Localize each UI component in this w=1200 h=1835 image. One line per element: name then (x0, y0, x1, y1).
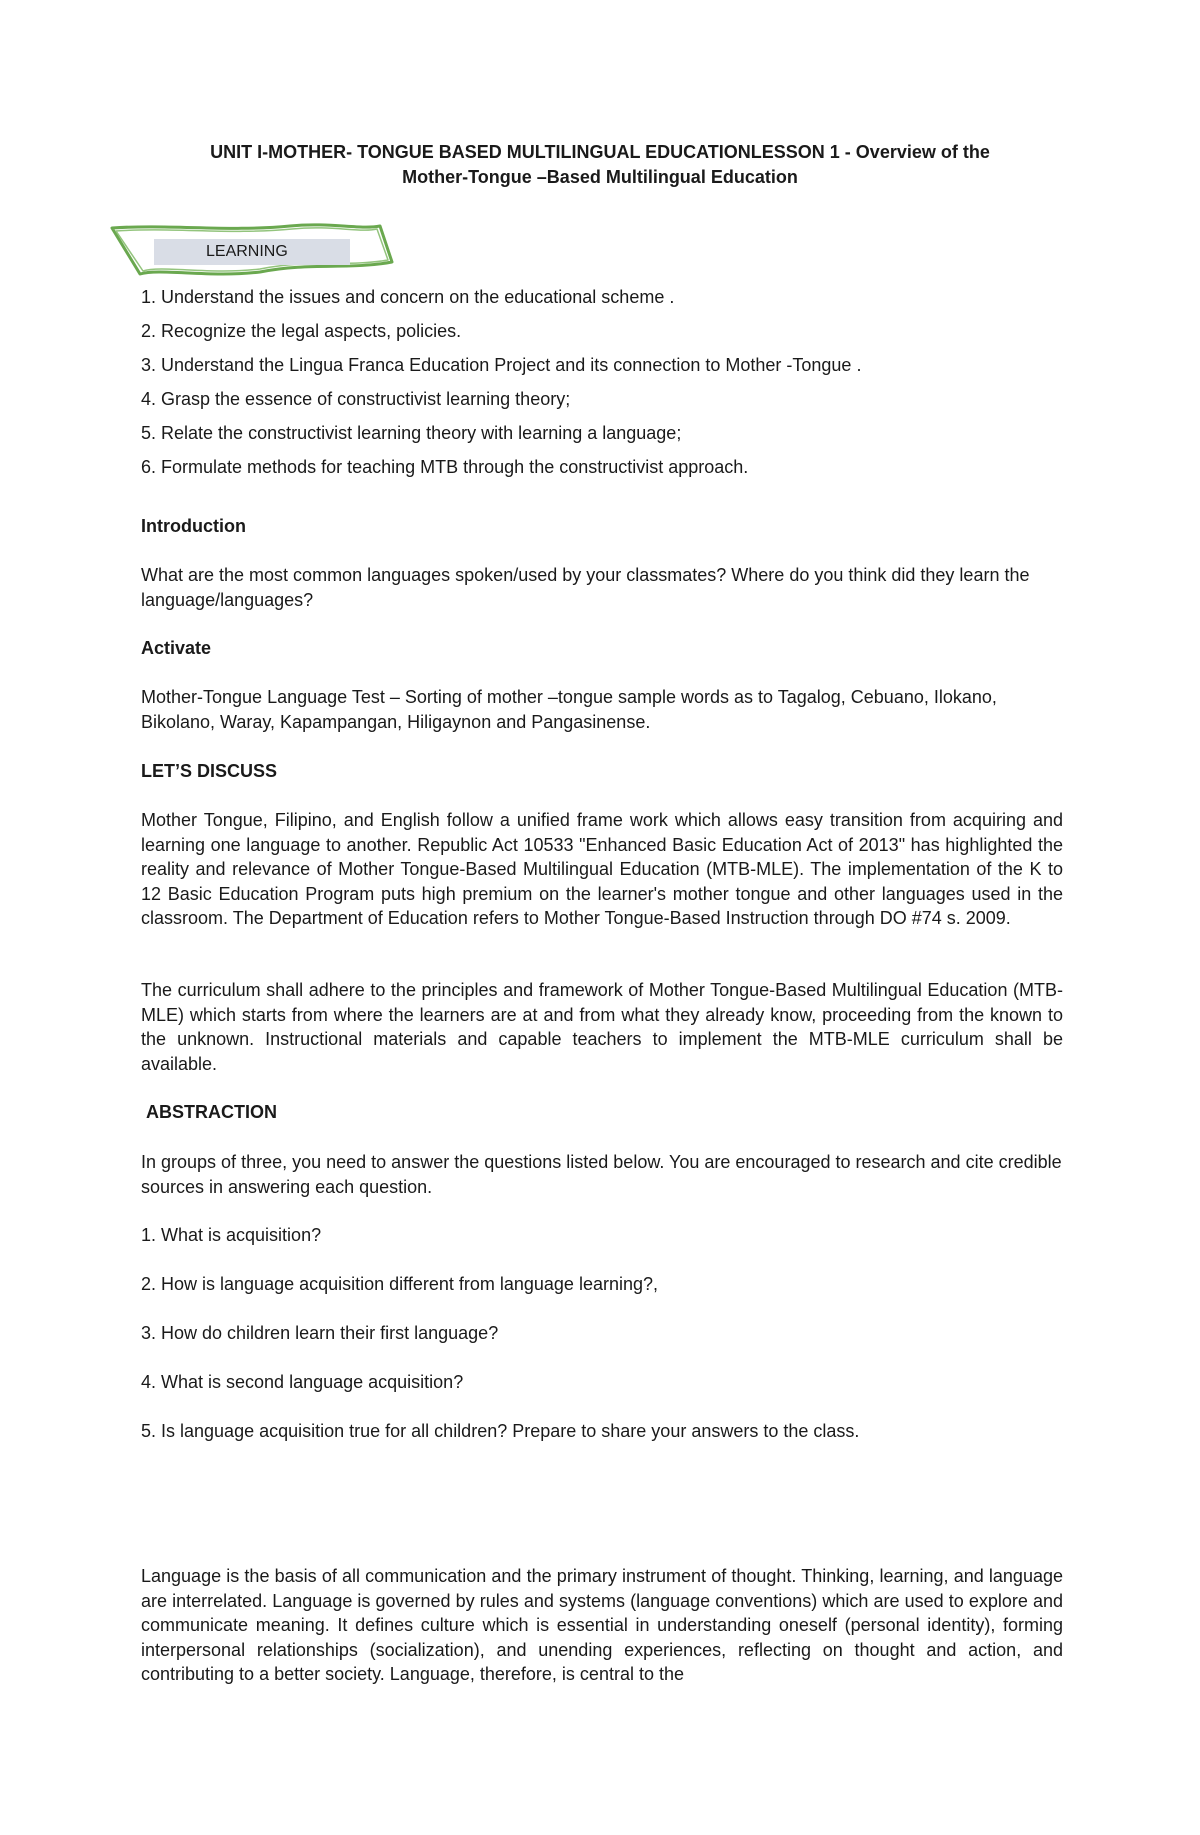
discuss-paragraph-1: Mother Tongue, Filipino, and English follow a unified frame work which allows easy transition from acquiring and learning one language to another. Republic Act 10533 "Enhanced Basic Education Act of 2013" has highlighted the reality and relevance of Mother Tongue-Based Multilingual Education (MTB-MLE). The implementation of the K to 12 Basic Education Program puts high premium on the learner's mother tongue and other languages used in the classroom. The Department of Education refers to Mother Tongue-Based Instruction through DO #74 s. 2009. (141, 810, 1063, 928)
badge-label: LEARNING (154, 239, 350, 265)
objective-item: 6. Formulate methods for teaching MTB through the constructivist approach. (141, 457, 749, 477)
objective-item: 2. Recognize the legal aspects, policies. (141, 321, 462, 341)
learning-badge (110, 222, 395, 280)
activate-text: Mother-Tongue Language Test – Sorting of mother –tongue sample words as to Tagalog, Cebuano, Ilokano, Bikolano, Waray, Kapampangan, Hiligaynon and Pangasinense. (141, 687, 997, 732)
objective-item: 1. Understand the issues and concern on the educational scheme . (141, 287, 675, 307)
question-item: 4. What is second language acquisition? (141, 1372, 464, 1392)
introduction-heading: Introduction (141, 516, 246, 536)
question-item: 2. How is language acquisition different from language learning?, (141, 1274, 658, 1294)
lesson-title-line-2: Mother-Tongue –Based Multilingual Education (402, 167, 798, 187)
objective-item: 4. Grasp the essence of constructivist learning theory; (141, 389, 571, 409)
question-item: 1. What is acquisition? (141, 1225, 322, 1245)
learning-objectives-list (141, 286, 1071, 490)
lesson-title-line-1: UNIT I-MOTHER- TONGUE BASED MULTILINGUAL EDUCATIONLESSON 1 - Overview of the (210, 142, 990, 162)
language-paragraph: Language is the basis of all communication and the primary instrument of thought. Thinking, learning, and language are interrelated. Language is governed by rules and systems (language conventions) which are used to explore and communicate meaning. It defines culture which is essential in understanding oneself (personal identity), forming interpersonal relationships (socialization), and unending experiences, reflecting on thought and action, and contributing to a better society. Language, therefore, is central to the (141, 1566, 1063, 1684)
question-item: 5. Is language acquisition true for all children? Prepare to share your answers to the class. (141, 1421, 860, 1441)
abstraction-intro: In groups of three, you need to answer the questions listed below. You are encouraged to research and cite credible sources in answering each question. (141, 1152, 1062, 1197)
abstraction-heading: ABSTRACTION (146, 1102, 277, 1122)
objective-item: 3. Understand the Lingua Franca Education Project and its connection to Mother -Tongue . (141, 355, 862, 375)
lets-discuss-heading: LET’S DISCUSS (141, 761, 278, 781)
discuss-paragraph-2: The curriculum shall adhere to the principles and framework of Mother Tongue-Based Multilingual Education (MTB-MLE) which starts from where the learners are at and from what they already know, proceeding from the known to the unknown. Instructional materials and capable teachers to implement the MTB-MLE curriculum shall be available. (141, 980, 1063, 1074)
introduction-text: What are the most common languages spoken/used by your classmates? Where do you think did they learn the language/languages? (141, 565, 1030, 610)
lesson-title (140, 140, 1060, 190)
question-item: 3. How do children learn their first language? (141, 1323, 499, 1343)
objective-item: 5. Relate the constructivist learning theory with learning a language; (141, 423, 682, 443)
activate-heading: Activate (141, 638, 212, 658)
